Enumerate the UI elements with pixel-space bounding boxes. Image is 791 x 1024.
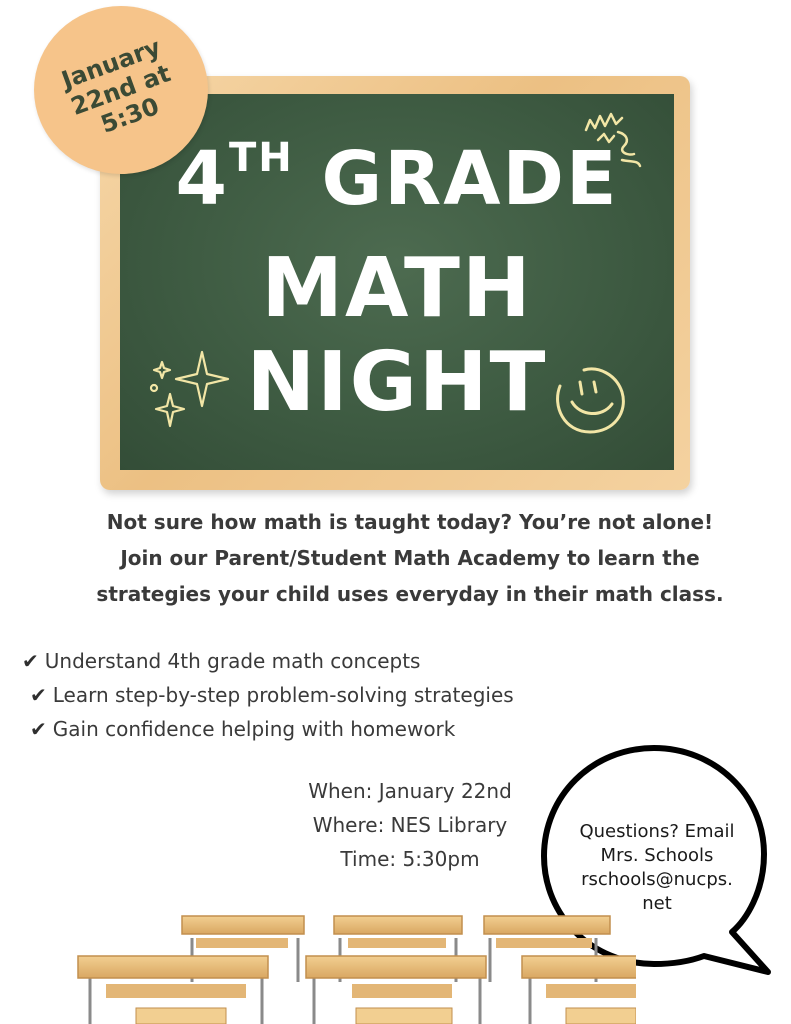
event-details xyxy=(260,774,560,876)
title-line-3: NIGHT xyxy=(246,335,548,430)
event-time: Time: 5:30pm xyxy=(340,847,480,871)
intro-line-1: Not sure how math is taught today? You’re not alone! xyxy=(106,510,714,534)
contact-line-4: net xyxy=(642,893,672,914)
list-item xyxy=(22,644,682,678)
date-badge xyxy=(34,6,208,174)
date-badge-text: January 22nd at 5:30 xyxy=(58,32,175,139)
intro-paragraph xyxy=(40,504,780,612)
list-item xyxy=(22,712,682,746)
contact-info xyxy=(552,820,762,916)
checkmark-icon: ✔ xyxy=(22,649,39,673)
checkmark-icon: ✔ xyxy=(30,717,47,741)
list-item xyxy=(22,678,682,712)
title-suffix: TH xyxy=(229,135,294,181)
checkmark-icon: ✔ xyxy=(30,683,47,707)
title-number: 4 xyxy=(175,136,229,222)
event-when: When: January 22nd xyxy=(308,779,512,803)
intro-line-3: strategies your child uses everyday in their math class. xyxy=(96,582,724,606)
list-item-text: Learn step-by-step problem-solving strategies xyxy=(52,683,514,707)
event-where: Where: NES Library xyxy=(312,813,508,837)
title-line-2: MATH xyxy=(261,241,533,336)
intro-line-2: Join our Parent/Student Math Academy to learn the xyxy=(120,546,700,570)
list-item-text: Gain confidence helping with homework xyxy=(52,717,456,741)
list-item-text: Understand 4th grade math concepts xyxy=(44,649,421,673)
contact-line-1: Questions? Email xyxy=(579,821,735,842)
title-grade: GRADE xyxy=(293,136,619,222)
desk-icon xyxy=(76,908,636,1024)
title-line-1 xyxy=(120,135,674,222)
benefits-list xyxy=(22,644,682,746)
contact-line-2: Mrs. Schools xyxy=(600,845,714,866)
contact-line-3: rschools@nucps. xyxy=(581,869,733,890)
